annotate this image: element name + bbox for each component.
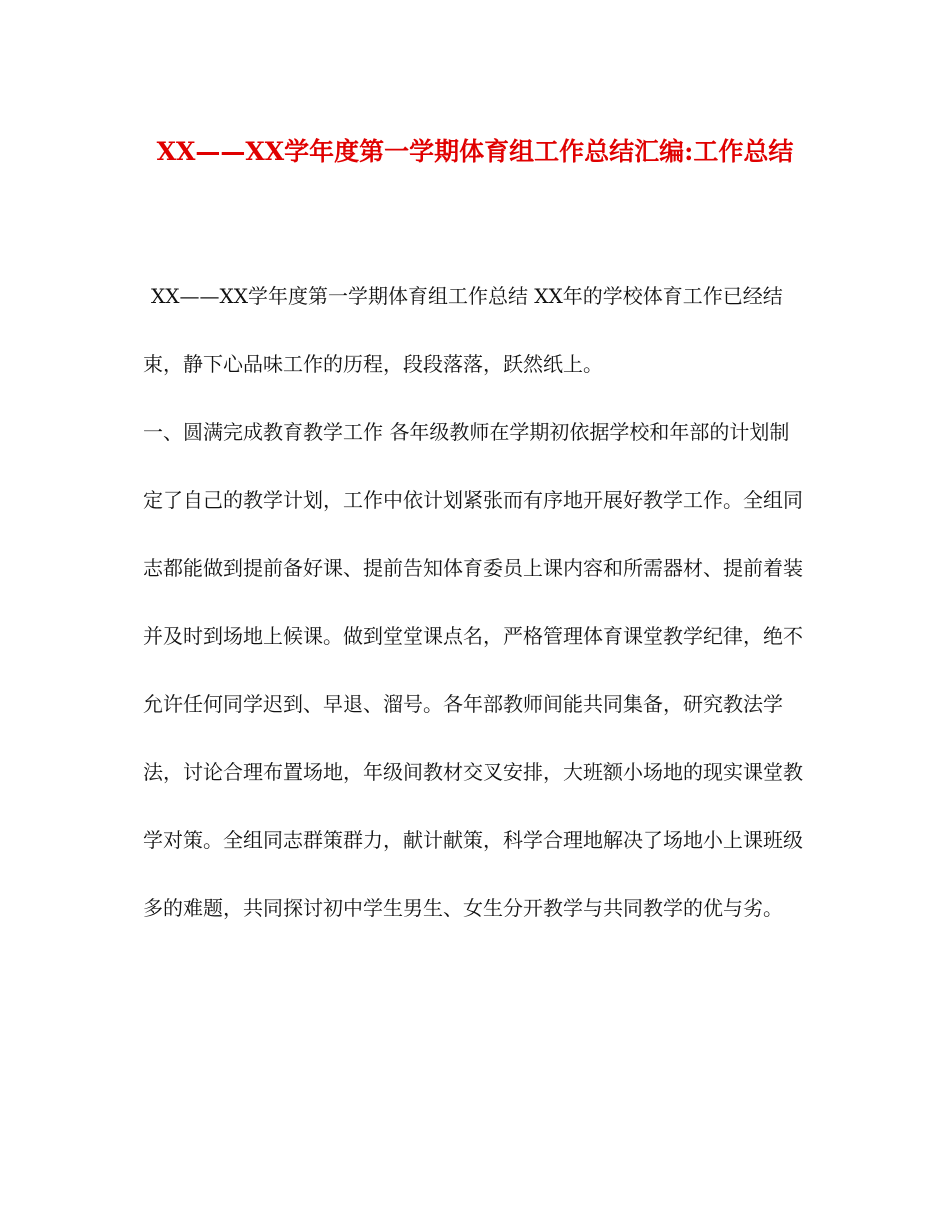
paragraph-intro: XX——XX学年度第一学期体育组工作总结 XX年的学校体育工作已经结束，静下心品味工作的历程，段段落落，跃然纸上。 bbox=[143, 284, 783, 376]
paragraph-teaching-work: 一、圆满完成教育教学工作 各年级教师在学期初依据学校和年部的计划制定了自己的教学计划，工作中依计划紧张而有序地开展好教学工作。全组同志都能做到提前备好课、提前告知体育委员上课内容和所需器材、提前着装并及时到场地上候课。做到堂堂课点名，严格管理体育课堂教学纪律，绝不允许任何同学迟到、早退、溜号。各年部教师间能共同集备，研究教法学法，讨论合理布置场地，年级间教材交叉安排，大班额小场地的现实课堂教学对策。全组同志群策群力，献计献策，科学合理地解决了场地小上课班级多的难题，共同探讨初中学生男生、女生分开教学与共同教学的优与劣。 bbox=[143, 420, 803, 920]
document-title: XX——XX学年度第一学期体育组工作总结汇编:工作总结 bbox=[156, 137, 794, 166]
document-body bbox=[143, 262, 807, 942]
